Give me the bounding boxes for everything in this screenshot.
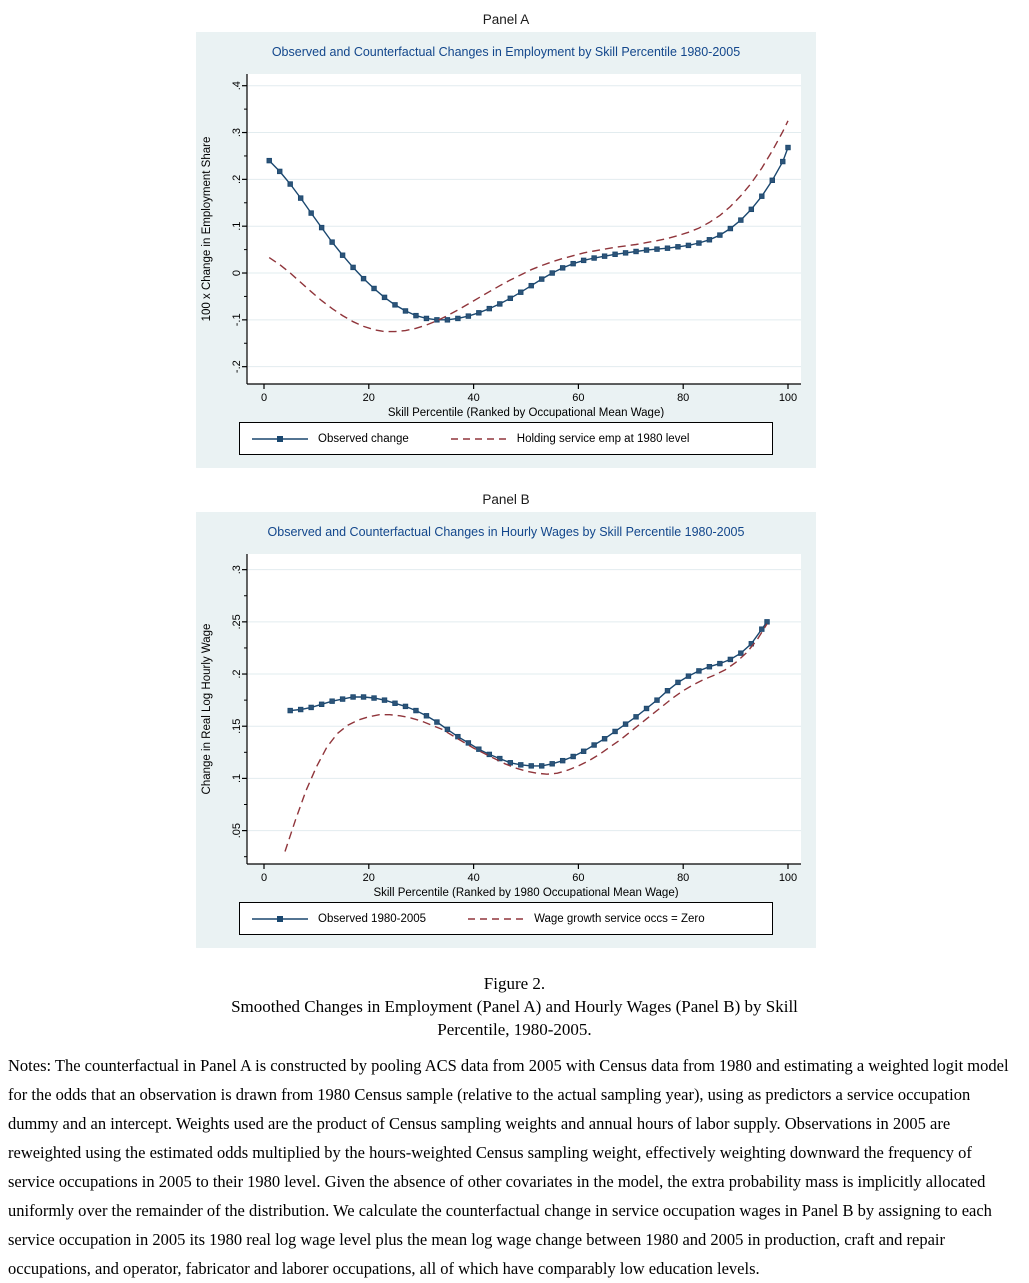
svg-text:20: 20 xyxy=(362,872,375,884)
svg-text:0: 0 xyxy=(260,392,268,404)
legend-label-counterfactual: Wage growth service occs = Zero xyxy=(534,912,705,925)
legend-entry-observed xyxy=(250,433,409,445)
svg-text:.05: .05 xyxy=(230,822,243,839)
svg-text:0: 0 xyxy=(230,269,243,277)
panel-b-heading: Panel B xyxy=(482,492,530,507)
legend-entry-counterfactual xyxy=(449,433,690,445)
svg-text:80: 80 xyxy=(677,392,690,404)
svg-text:Change in Real Log Hourly Wage: Change in Real Log Hourly Wage xyxy=(201,623,213,795)
svg-text:.25: .25 xyxy=(230,614,243,630)
panel-b-chart-title: Observed and Counterfactual Changes in Hourly Wages by Skill Percentile 1980-2005 xyxy=(267,525,745,539)
svg-text:Skill Percentile (Ranked by 19: Skill Percentile (Ranked by 1980 Occupational Mean Wage) xyxy=(373,887,679,898)
observed-line-sample-icon xyxy=(250,913,310,925)
svg-text:.15: .15 xyxy=(230,718,243,734)
svg-text:100: 100 xyxy=(778,872,798,884)
panel-b-plot xyxy=(196,546,816,898)
panel-b-chart-block xyxy=(196,512,816,948)
svg-text:.4: .4 xyxy=(230,81,243,91)
legend-label-observed: Observed change xyxy=(318,432,409,445)
legend-label-observed: Observed 1980-2005 xyxy=(318,912,427,925)
panel-a-chart-title: Observed and Counterfactual Changes in Employment by Skill Percentile 1980-2005 xyxy=(271,45,741,59)
legend-label-counterfactual: Holding service emp at 1980 level xyxy=(516,432,690,445)
svg-text:.1: .1 xyxy=(230,221,243,231)
svg-text:0: 0 xyxy=(260,872,268,884)
svg-text:.1: .1 xyxy=(230,773,243,784)
svg-text:60: 60 xyxy=(572,392,585,404)
svg-text:Skill Percentile (Ranked by Oc: Skill Percentile (Ranked by Occupational Mean Wage) xyxy=(387,407,665,418)
svg-text:.2: .2 xyxy=(230,174,243,184)
svg-text:60: 60 xyxy=(572,872,585,884)
figure-caption xyxy=(0,972,1029,1041)
panel-b-legend xyxy=(239,902,773,935)
figure-notes: Notes: The counterfactual in Panel A is constructed by pooling ACS data from 2005 with Census data from 1980 and estimating a weighted logit model for the odds that an observation is drawn from 1980 Census sample (relative to the actual sampling year), using as predictors a service occupation dummy and an intercept. Weights used are the product of Census sampling weights and annual hours of labor supply. Observations in 2005 are reweighted using the estimated odds multiplied by the hours-weighted Census sampling weight, effectively weighting downward the frequency of service occupations in 2005 to their 1980 level. Given the absence of other covariates in the model, the extra probability mass is implicitly allocated uniformly over the remainder of the distribution. We calculate the counterfactual change in service occupation wages in Panel B by assigning to each service occupation in 2005 its 1980 real log wage level plus the mean log wage change between 1980 and 2005 in production, craft and repair occupations, and operator, fabricator and laborer occupations, all of which have comparably low education levels. xyxy=(8,1056,1009,1278)
svg-text:.3: .3 xyxy=(230,565,243,575)
figure-caption-text: Smoothed Changes in Employment (Panel A) and Hourly Wages (Panel B) by Skill Percentile, 1980-2005. xyxy=(231,997,798,1039)
panel-a-chart-block xyxy=(196,32,816,468)
panel-a-heading: Panel A xyxy=(482,12,530,27)
svg-text:.2: .2 xyxy=(230,669,243,679)
svg-text:40: 40 xyxy=(467,872,480,884)
svg-text:100 x Change in Employment Sha: 100 x Change in Employment Share xyxy=(201,136,213,322)
panel-a-plot xyxy=(196,66,816,418)
panel-a xyxy=(196,12,816,468)
svg-text:-.1: -.1 xyxy=(230,313,243,327)
legend-entry-observed xyxy=(250,913,426,925)
counterfactual-dash-sample-icon xyxy=(449,433,509,445)
svg-text:.3: .3 xyxy=(230,127,243,138)
panel-a-legend xyxy=(239,422,773,455)
svg-text:40: 40 xyxy=(467,392,480,404)
svg-text:100: 100 xyxy=(778,392,798,404)
figure-caption-number: Figure 2. xyxy=(483,974,546,993)
svg-text:20: 20 xyxy=(362,392,375,404)
observed-line-sample-icon xyxy=(250,433,310,445)
svg-text:80: 80 xyxy=(677,872,690,884)
legend-entry-counterfactual xyxy=(466,913,705,925)
panel-b xyxy=(196,492,816,948)
counterfactual-dash-sample-icon xyxy=(466,913,526,925)
svg-text:-.2: -.2 xyxy=(230,360,243,374)
